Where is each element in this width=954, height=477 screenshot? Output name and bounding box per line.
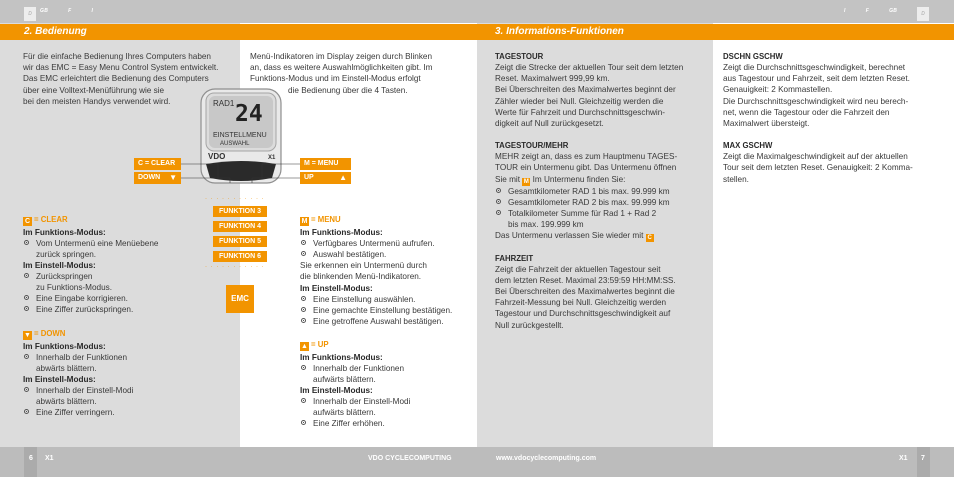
top-bar-left bbox=[0, 0, 477, 23]
up-key-icon: ▲ bbox=[301, 343, 308, 350]
footer-brand: VDO CYCLECOMPUTING bbox=[368, 455, 452, 462]
clear-key-icon: C bbox=[647, 234, 652, 241]
list-item: Eine getroffene Auswahl bestätigen. bbox=[300, 316, 475, 327]
footer-url: www.vdocyclecomputing.com bbox=[496, 455, 597, 462]
bike-computer-illustration bbox=[200, 88, 282, 184]
emc-logo: EMC bbox=[226, 285, 254, 313]
function-item-5: FUNKTION 5 bbox=[213, 236, 267, 247]
intro-text-2: Menü-Indikatoren im Display zeigen durch Blinken an, dass es weitere Auswahlmöglichkeiten gibt. Im Funktions-Modus und im Einstell-Modus erfolgt die Bedienung über die 4 Tasten. bbox=[250, 52, 433, 95]
lang-tab-active-left: D bbox=[24, 7, 36, 21]
clear-set-list bbox=[23, 271, 213, 315]
info-col-3: TAGESTOUR Zeigt die Strecke der aktuellen Tour seit dem letzten Reset. Maximalwert 999,99 km. Bei Überschreiten des Maximalwertes beginnt der Zähler wieder bei Null. Gleichzeitig werden die Werte für Fahrzeit und Durchschnittsgeschwin- digkeit auf Null zurückgesetzt. TAGESTOUR/MEHR MEHR zeigt an, dass es zum Hauptmenu TAGES- TOUR ein Untermenu gibt. Das Untermenu öffnen Sie mit M Im Untermenu finden Sie: Gesamtkilometer RAD 1 bis max. 99.999 km Gesamtkilometer RAD 2 bis max. 99.999 km Totalkilometer Summe für Rad 1 + Rad 2 bis max. 199.999 km Das Untermenu verlassen Sie wieder mit C FAHRZEIT Zeigt die Fahrzeit der aktuellen Tagestour seit dem letzten Reset. Maximal 23:59:59 HH:MM:SS. Bei Überschreiten des Maximalwertes beginnt die Fahrzeit-Messung bei Null. Gleichzeitig werden Tagestour und Durchschnittsgeschwindigkeit auf Null zurückgestellt. bbox=[495, 51, 710, 331]
list-item: Gesamtkilometer RAD 1 bis max. 99.999 km bbox=[495, 186, 710, 197]
page-box-left bbox=[24, 447, 37, 477]
up-button-label: UP ▲ bbox=[300, 172, 351, 184]
display-line-1: EINSTELLMENU bbox=[213, 132, 267, 139]
page-number-right: 7 bbox=[921, 455, 925, 462]
clear-block: C = CLEAR Im Funktions-Modus: Vom Untermenü eine Menüebene zurück springen. Im Einstell-Modus: Zurückspringen zu Funktions-Modus. Eine Eingabe korrigieren. Eine Ziffer zurückspringen. bbox=[23, 209, 213, 315]
model-label: X1 bbox=[268, 155, 276, 161]
down-button-label: DOWN ▼ bbox=[134, 172, 181, 184]
brand-label: VDO bbox=[208, 152, 226, 161]
list-item: Zurückspringen zu Funktions-Modus. bbox=[23, 271, 213, 293]
bottom-bar bbox=[0, 447, 954, 477]
list-item: Innerhalb der Einstell-Modi aufwärts blättern. bbox=[300, 396, 475, 418]
top-bar-right bbox=[477, 0, 954, 23]
page-number-left: 6 bbox=[29, 455, 33, 462]
function-item-6: FUNKTION 6 bbox=[213, 251, 267, 262]
menu-key-icon: M bbox=[301, 218, 308, 225]
list-item: Eine gemachte Einstellung bestätigen. bbox=[300, 305, 475, 316]
clear-button-label: C = CLEAR bbox=[134, 158, 181, 170]
dots-top: · · · · · · · · · · · bbox=[205, 196, 265, 202]
footer-model-left: X1 bbox=[45, 455, 54, 462]
display-wheel-label: RAD1 bbox=[213, 99, 235, 108]
heading-dschn-gschw: DSCHN GSCHW bbox=[723, 52, 783, 61]
list-item: Auswahl bestätigen. bbox=[300, 249, 475, 260]
function-item-4: FUNKTION 4 bbox=[213, 221, 267, 232]
list-item: Verfügbares Untermenü aufrufen. bbox=[300, 238, 475, 249]
down-block: ▼ = DOWN Im Funktions-Modus: Innerhalb der Funktionen abwärts blättern. Im Einstell-Modus: Innerhalb der Einstell-Modi abwärts blättern. Eine Ziffer verringern. bbox=[23, 323, 213, 418]
list-item: Eine Ziffer zurückspringen. bbox=[23, 304, 213, 315]
display-line-2: AUSWAHL bbox=[220, 141, 250, 147]
clear-key-icon: C bbox=[24, 218, 31, 225]
list-item: Gesamtkilometer RAD 2 bis max. 99.999 km bbox=[495, 197, 710, 208]
lang-tab-active-right: D bbox=[917, 7, 929, 21]
menu-key-icon: M bbox=[523, 178, 529, 185]
info-col-4: DSCHN GSCHW Zeigt die Durchschnittsgeschwindigkeit, berechnet aus Tagestour und Fahrzeit, seit dem letzten Reset. Genauigkeit: 2 Kommastellen. Die Durchschnittsgeschwindigkeit wird neu berech- net, wenn die Tagestour oder die Fahrzeit den Maximalwert übersteigt. MAX GSCHW Zeigt die Maximalgeschwindigkeit auf der aktuellen Tour seit dem letzten Reset. Genauigkeit: 2 Komma- stellen. bbox=[723, 51, 948, 185]
lang-list-right: I F GB bbox=[844, 8, 898, 14]
lang-list-left: GB F I bbox=[40, 8, 94, 14]
heading-tagestour: TAGESTOUR bbox=[495, 52, 544, 61]
device-bottom-band bbox=[206, 161, 276, 181]
list-item: Eine Ziffer erhöhen. bbox=[300, 418, 475, 429]
heading-fahrzeit: FAHRZEIT bbox=[495, 253, 534, 263]
menu-button-label: M = MENU bbox=[300, 158, 351, 170]
page-box-right bbox=[917, 447, 930, 477]
down-key-icon: ▼ bbox=[24, 332, 31, 339]
down-arrow-icon: ▼ bbox=[169, 173, 177, 182]
section-title-bedienung: 2. Bedienung bbox=[0, 24, 477, 40]
list-item: Innerhalb der Funktionen aufwärts blättern. bbox=[300, 363, 475, 385]
heading-tagestour-mehr: TAGESTOUR/MEHR bbox=[495, 141, 569, 151]
list-item: Eine Eingabe korrigieren. bbox=[23, 293, 213, 304]
heading-max-gschw: MAX GSCHW bbox=[723, 141, 773, 151]
up-block: ▲ = UP Im Funktions-Modus: Innerhalb der Funktionen aufwärts blättern. Im Einstell-Modus: Innerhalb der Einstell-Modi aufwärts blättern. Eine Ziffer erhöhen. bbox=[300, 334, 475, 429]
intro-text: Für die einfache Bedienung Ihres Computers haben wir das EMC = Easy Menu Control System entwickelt. Das EMC erleichtert die Bedienung des Computers über eine Volltext-Menüführung wie sie bei den meisten Handys verwendet wird. bbox=[23, 52, 219, 106]
dots-bottom: · · · · · · · · · · · bbox=[205, 264, 265, 270]
list-item: Eine Einstellung auswählen. bbox=[300, 294, 475, 305]
section-title-informations: 3. Informations-Funktionen bbox=[477, 24, 954, 40]
clear-func-list bbox=[23, 238, 213, 260]
list-item: Eine Ziffer verringern. bbox=[23, 407, 213, 418]
function-item-3: FUNKTION 3 bbox=[213, 206, 267, 217]
display-big-number: 24 bbox=[235, 101, 263, 127]
list-item: Innerhalb der Einstell-Modi abwärts blättern. bbox=[23, 385, 213, 407]
list-item: Innerhalb der Funktionen abwärts blättern. bbox=[23, 352, 213, 374]
list-item: Totalkilometer Summe für Rad 1 + Rad 2 bis max. 199.999 km bbox=[495, 208, 710, 230]
menu-block: M = MENU Im Funktions-Modus: Verfügbares Untermenü aufrufen. Auswahl bestätigen. Sie erkennen ein Untermenü durch die blinkenden Menü-Indikatoren. Im Einstell-Modus: Eine Einstellung auswählen. Eine gemachte Einstellung bestätigen. Eine getroffene Auswahl bestätigen. bbox=[300, 209, 475, 327]
list-item: Vom Untermenü eine Menüebene zurück springen. bbox=[23, 238, 213, 260]
up-arrow-icon: ▲ bbox=[339, 173, 347, 182]
footer-model-right: X1 bbox=[899, 455, 908, 462]
